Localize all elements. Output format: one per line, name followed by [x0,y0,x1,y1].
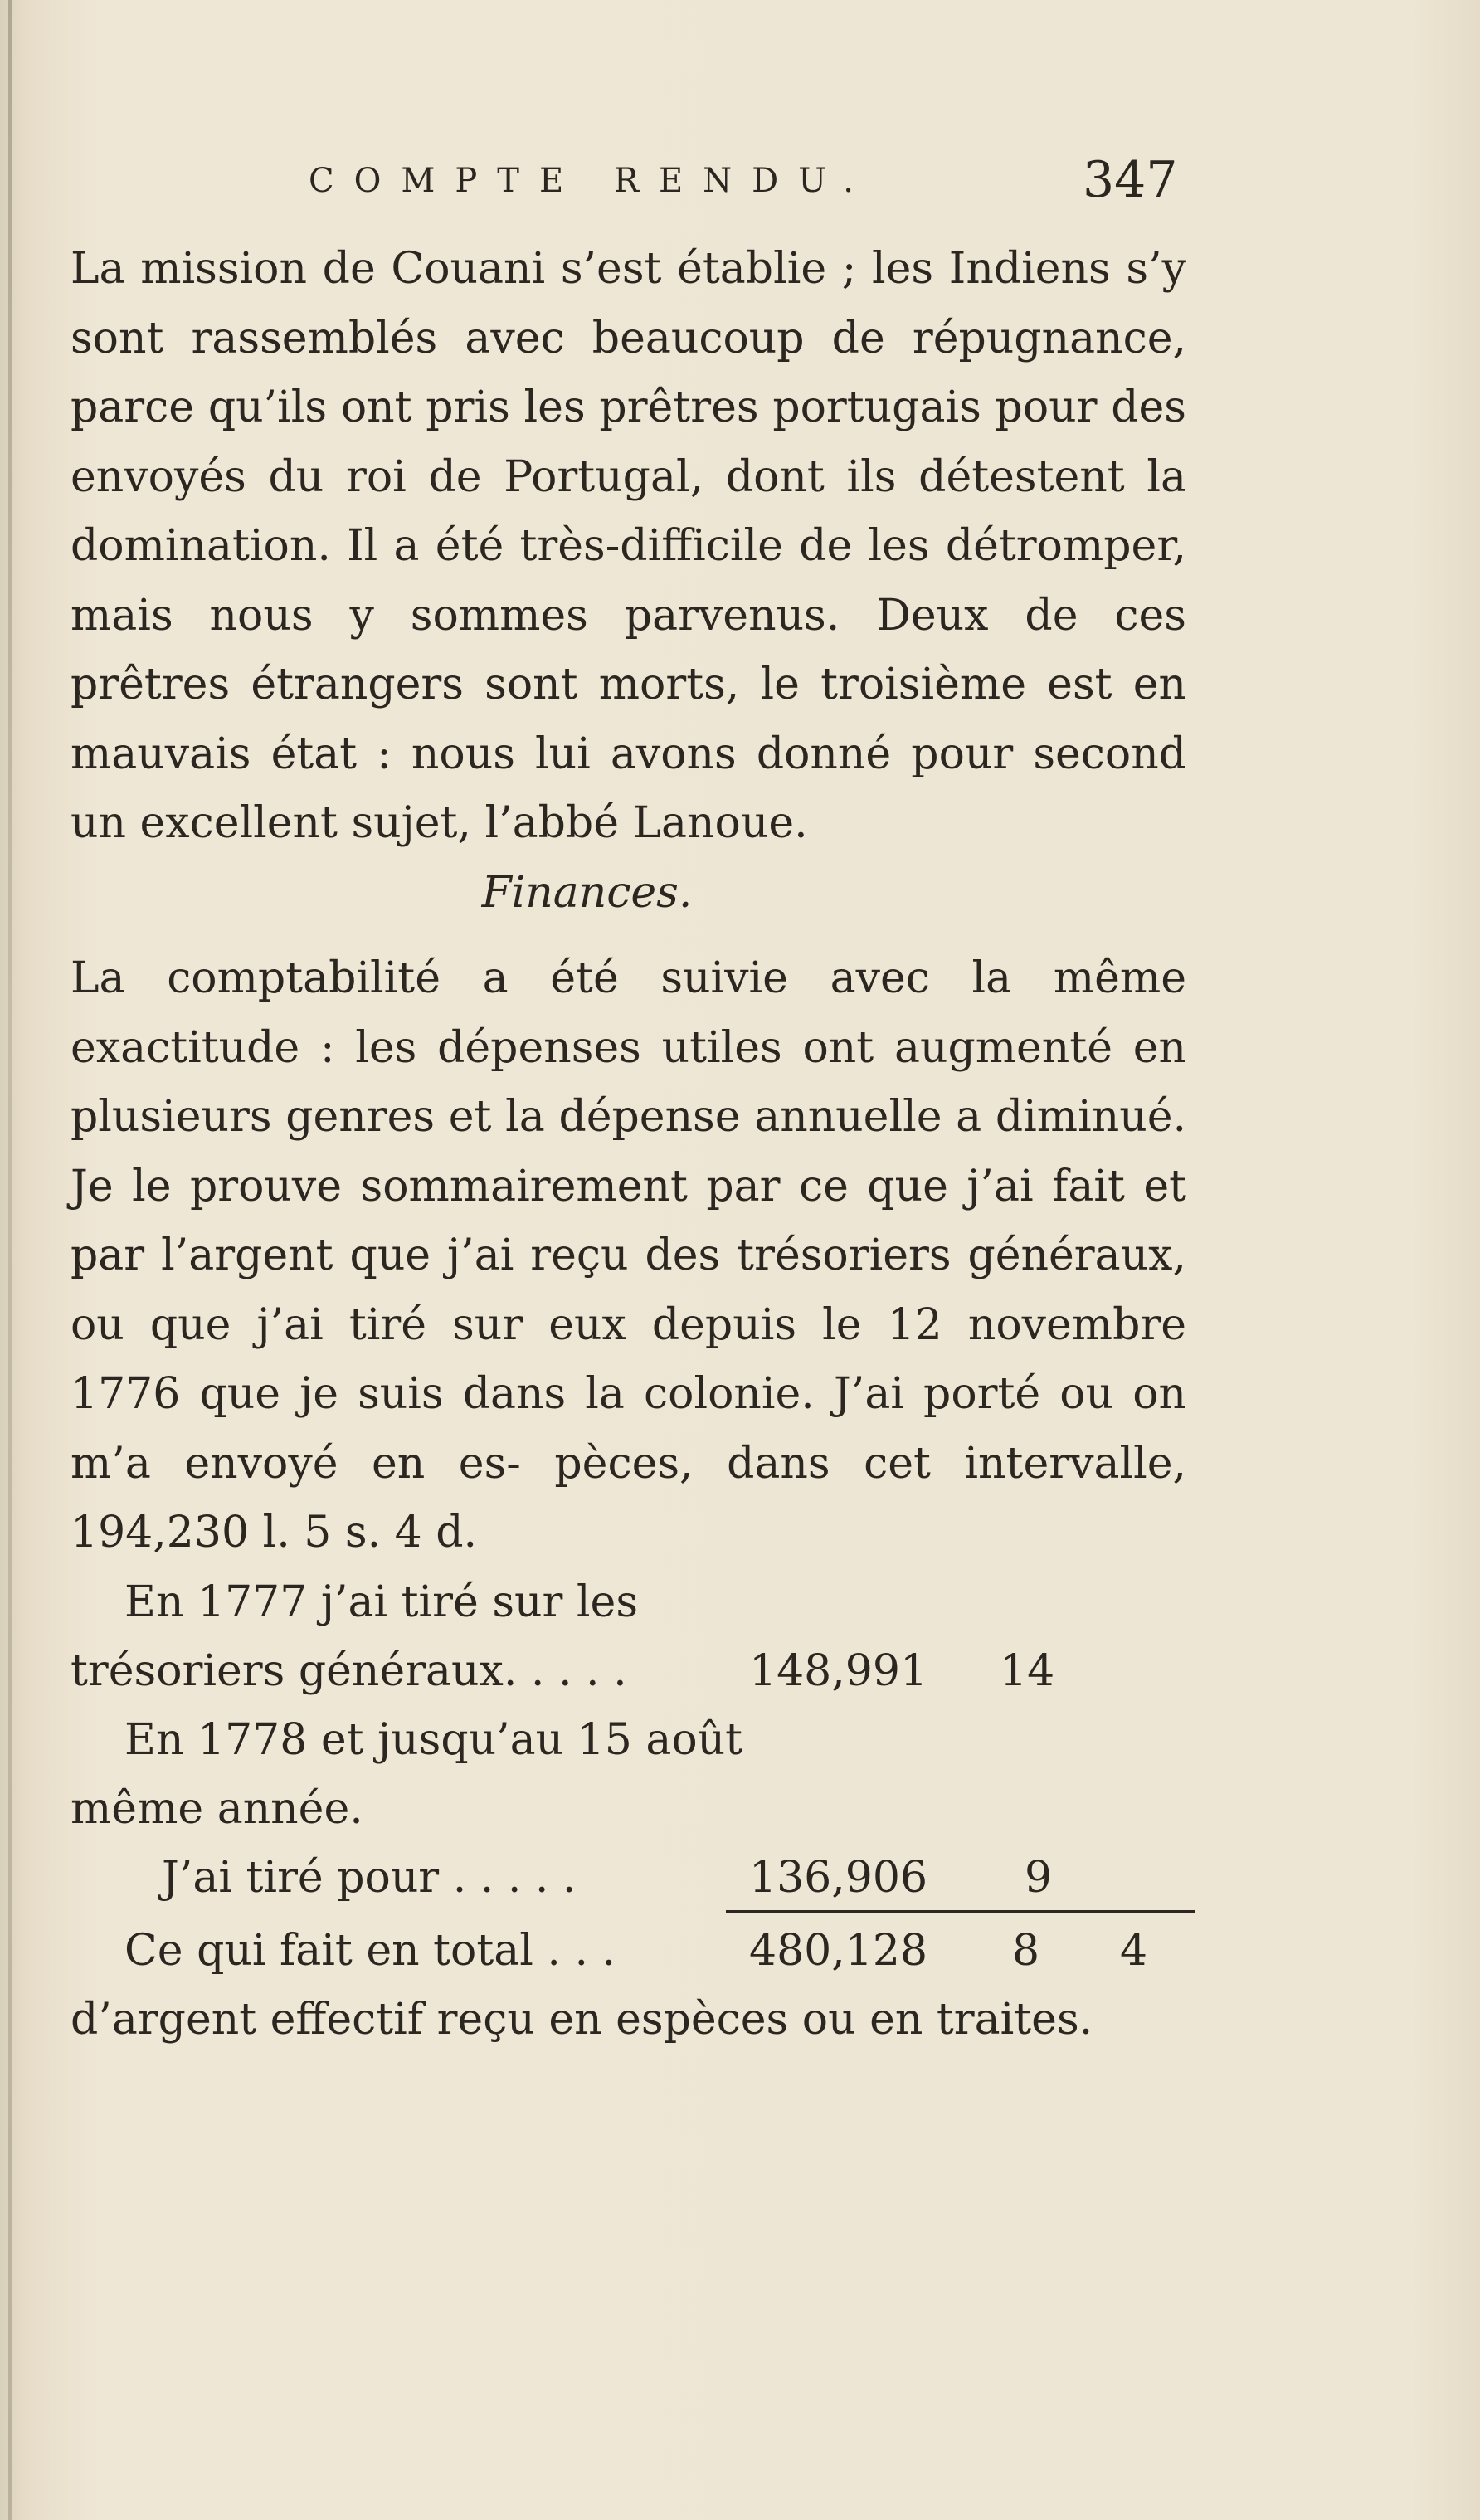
page-body [71,235,1186,2050]
initial-sols: 5 s. [304,1508,382,1557]
section-heading-finances: Finances. [481,867,693,918]
accounts-table [71,1568,1186,2050]
total-amount: 480,128 [749,1925,928,1976]
initial-deniers: 4 d. [394,1508,478,1557]
running-title: COMPTE RENDU. [309,162,874,200]
account-1-label-line1: En 1777 j’ai tiré sur les [124,1577,638,1627]
account-1-amount: 148,991 [749,1645,928,1696]
total-sols: 8 [1012,1925,1040,1976]
total-label: Ce qui fait en total . . . [124,1925,616,1976]
account-2-amount: 136,906 [749,1852,928,1903]
account-2-label-line1: En 1778 et jusqu’au 15 août [124,1714,743,1765]
account-2-label-line3: J’ai tiré pour . . . . . [162,1852,577,1903]
initial-amount: 194,230 l. [71,1508,290,1557]
account-2-label-line2: même année. [71,1783,363,1834]
closing-line: d’argent effectif reçu en espèces ou en traites. [71,1994,1093,2045]
account-1-label-line2: trésoriers généraux. . . . . [71,1645,627,1696]
finances-paragraph-last-line: pèces, dans cet intervalle, 194,230 l. 5 s. 4 d. [71,1438,1187,1557]
page-number: 347 [1083,151,1178,209]
total-deniers: 4 [1120,1925,1148,1976]
page-gutter-edge [8,0,12,2520]
finances-paragraph-text: La comptabilité a été suivie avec la même exactitude : les dépenses utiles ont augmenté en plusieurs genres et la dépense annuelle a diminué. Je le prouve sommairement par ce que j’ai fait et par l’argent que j’ai reçu des trésoriers généraux, ou que j’ai tiré sur eux depuis le 12 novembre 1776 que je suis dans la colonie. J’ai porté ou on m’a envoyé en es- [71,953,1186,1489]
account-1-sols: 14 [1000,1645,1055,1696]
account-2-sols: 9 [1025,1852,1053,1903]
finances-paragraph [71,944,1186,1568]
sum-rule [726,1910,1195,1913]
mission-paragraph: La mission de Couani s’est établie ; les Indiens s’y sont rassemblés avec beaucoup de répugnance, parce qu’ils ont pris les prêtres portugais pour des envoyés du roi de Portugal, dont ils détestent la domination. Il a été très-difficile de les détromper, mais nous y sommes parvenus. Deux de ces prêtres étrangers sont morts, le troisième est en mauvais état : nous lui avons donné pour second un excellent sujet, l’abbé Lanoue. [71,244,1186,848]
